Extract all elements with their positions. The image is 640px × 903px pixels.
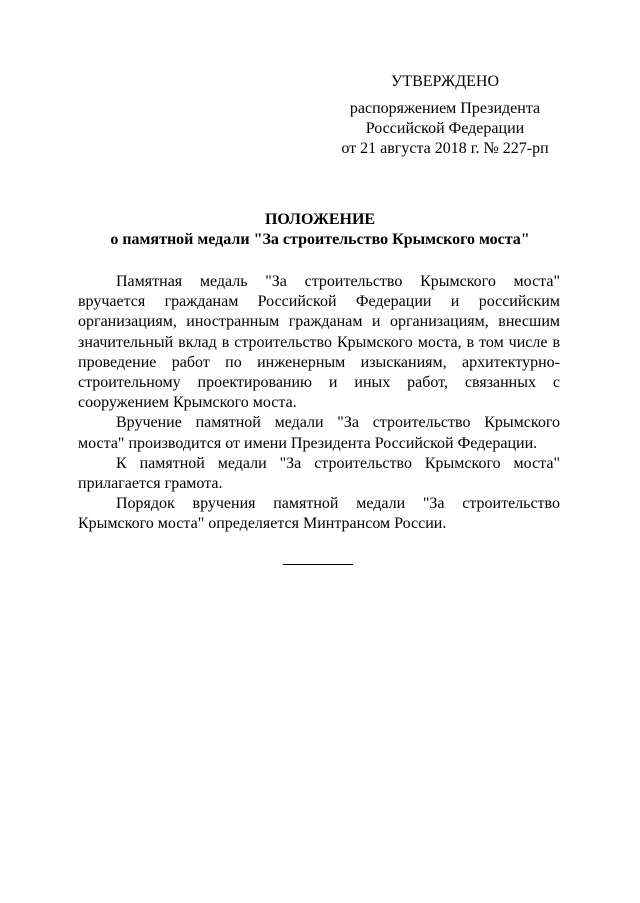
paragraph-3: К памятной медали "За строительство Крымского моста" прилагается грамота. <box>78 454 560 493</box>
document-title <box>60 210 580 250</box>
approved-label: УТВЕРЖДЕНО <box>390 73 499 90</box>
title-subheading: о памятной медали "За строительство Крымского моста" <box>110 231 530 248</box>
approval-line-1: распоряжением Президента <box>349 100 541 117</box>
paragraph-2: Вручение памятной медали "За строительство Крымского моста" производится от имени Президента Российской Федерации. <box>78 414 560 452</box>
approval-line-2: Российской Федерации <box>365 120 525 137</box>
paragraph-1: Памятная медаль "За строительство Крымского моста" вручается гражданам Российской Федерации и российским организациям, иностранным гражданам и организациям, внесшим значительный вклад в строительство Крымского моста, в том числе в проведение работ по инженерным изысканиям, архитектурно-строительному проектированию и иных работ, связанных с сооружением Крымского моста. <box>78 273 560 412</box>
paragraph-4: Порядок вручения памятной медали "За строительство Крымского моста" определяется Минтрансом России. <box>78 495 560 533</box>
approval-stamp <box>330 72 560 159</box>
approval-line-3: от 21 августа 2018 г. № 227-рп <box>341 140 549 157</box>
document-body <box>78 272 560 535</box>
title-heading: ПОЛОЖЕНИЕ <box>264 211 376 228</box>
end-divider <box>283 564 353 565</box>
